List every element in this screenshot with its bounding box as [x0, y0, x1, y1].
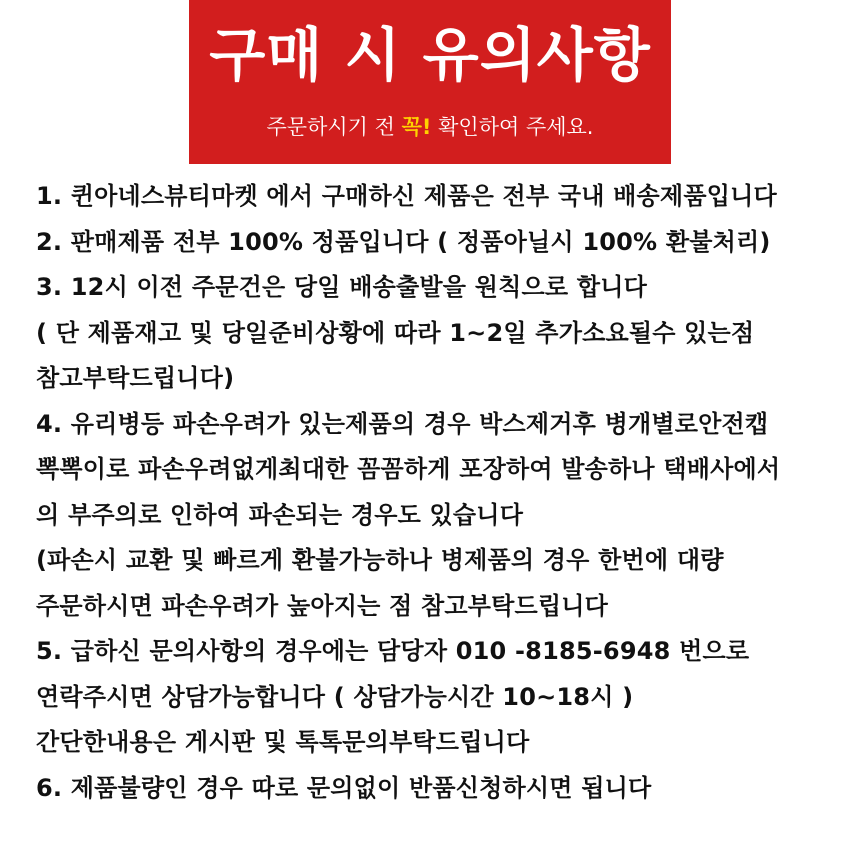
banner-title: 구매 시 유의사항: [209, 21, 651, 89]
notice-line: 6. 제품불량인 경우 따로 문의없이 반품신청하시면 됩니다: [36, 773, 652, 802]
notice-line: 연락주시면 상담가능합니다 ( 상담가능시간 10~18시 ): [36, 682, 634, 711]
notice-list: [36, 176, 846, 813]
banner-subtitle-before: 주문하시기 전: [266, 115, 402, 139]
notice-line: 뽁뽁이로 파손우려없게최대한 꼼꼼하게 포장하여 발송하나 택배사에서: [36, 455, 781, 483]
notice-line: 의 부주의로 인하여 파손되는 경우도 있습니다: [36, 500, 524, 529]
notice-line: 1. 퀸아네스뷰티마켓 에서 구매하신 제품은 전부 국내 배송제품입니다: [36, 182, 777, 210]
banner-subtitle-after: 확인하여 주세요.: [431, 115, 594, 139]
notice-line: 5. 급하신 문의사항의 경우에는 담당자 010 -8185-6948 번으로: [36, 637, 750, 665]
notice-banner: [189, 0, 671, 164]
notice-line: 3. 12시 이전 주문건은 당일 배송출발을 원칙으로 합니다: [36, 273, 647, 301]
notice-line: (파손시 교환 및 빠르게 환불가능하나 병제품의 경우 한번에 대량: [36, 546, 724, 574]
banner-subtitle-accent: 꼭!: [401, 115, 432, 139]
notice-line: 간단한내용은 게시판 및 톡톡문의부탁드립니다: [36, 728, 530, 756]
notice-line: 2. 판매제품 전부 100% 정품입니다 ( 정품아닐시 100% 환불처리): [36, 227, 771, 256]
notice-line: 4. 유리병등 파손우려가 있는제품의 경우 박스제거후 병개별로안전캡: [36, 409, 769, 438]
notice-line: 주문하시면 파손우려가 높아지는 점 참고부탁드립니다: [36, 591, 609, 620]
notice-line: 참고부탁드립니다): [36, 364, 235, 392]
banner-subtitle: [189, 112, 671, 142]
notice-line: ( 단 제품재고 및 당일준비상황에 따라 1~2일 추가소요될수 있는점: [36, 318, 755, 347]
